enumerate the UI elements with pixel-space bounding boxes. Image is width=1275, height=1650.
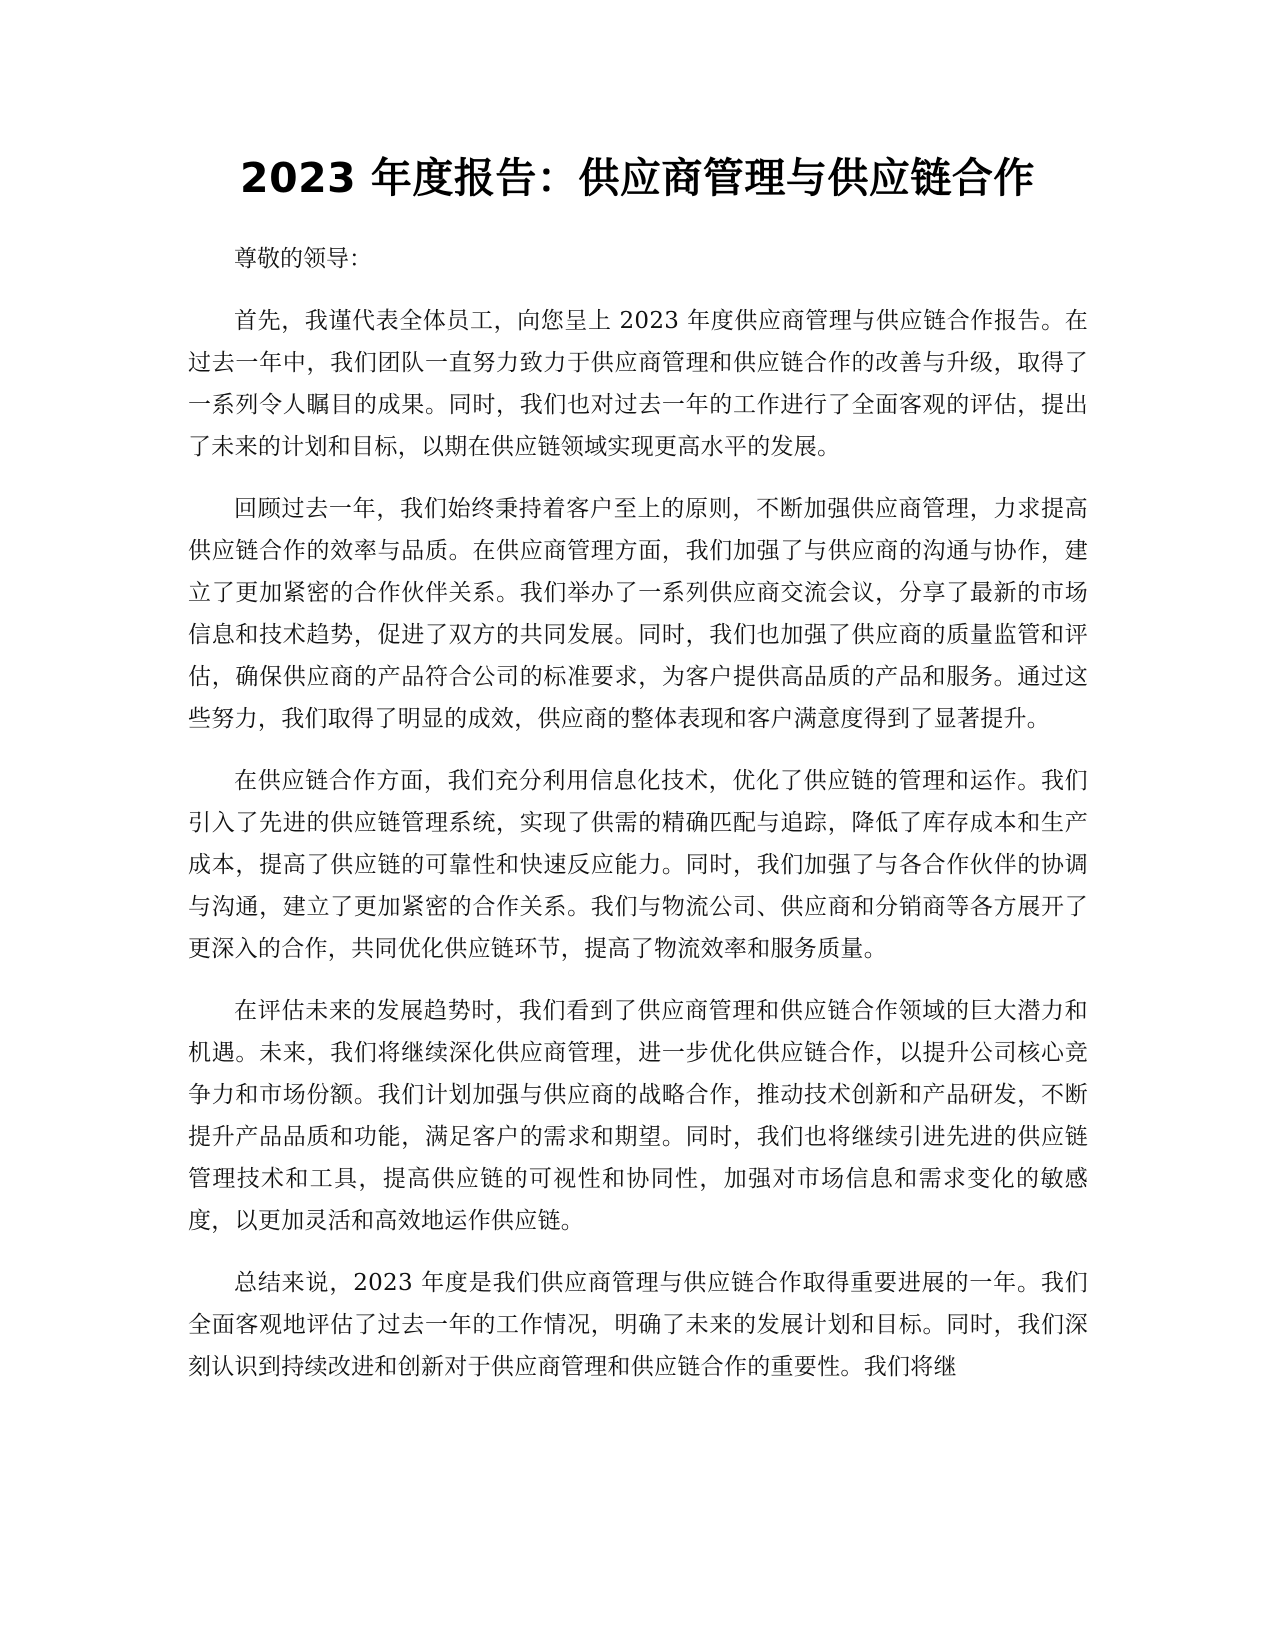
paragraph-intro: 首先，我谨代表全体员工，向您呈上 2023 年度供应商管理与供应链合作报告。在过去一年中，我们团队一直努力致力于供应商管理和供应链合作的改善与升级，取得了一系列令人瞩目的成果。同时，我们也对过去一年的工作进行了全面客观的评估，提出了未来的计划和目标，以期在供应链领域实现更高水平的发展。: [188, 308, 1088, 460]
document-title: 2023 年度报告：供应商管理与供应链合作: [240, 154, 1035, 202]
paragraph-review: 回顾过去一年，我们始终秉持着客户至上的原则，不断加强供应商管理，力求提高供应链合作的效率与品质。在供应商管理方面，我们加强了与供应商的沟通与协作，建立了更加紧密的合作伙伴关系。我们举办了一系列供应商交流会议，分享了最新的市场信息和技术趋势，促进了双方的共同发展。同时，我们也加强了供应商的质量监管和评估，确保供应商的产品符合公司的标准要求，为客户提供高品质的产品和服务。通过这些努力，我们取得了明显的成效，供应商的整体表现和客户满意度得到了显著提升。: [188, 496, 1088, 732]
paragraph-summary: 总结来说，2023 年度是我们供应商管理与供应链合作取得重要进展的一年。我们全面客观地评估了过去一年的工作情况，明确了未来的发展计划和目标。同时，我们深刻认识到持续改进和创新对于供应商管理和供应链合作的重要性。我们将继: [188, 1270, 1088, 1380]
document-body: [188, 238, 1088, 1408]
paragraph-future: 在评估未来的发展趋势时，我们看到了供应商管理和供应链合作领域的巨大潜力和机遇。未来，我们将继续深化供应商管理，进一步优化供应链合作，以提升公司核心竞争力和市场份额。我们计划加强与供应商的战略合作，推动技术创新和产品研发，不断提升产品品质和功能，满足客户的需求和期望。同时，我们也将继续引进先进的供应链管理技术和工具，提高供应链的可视性和协同性，加强对市场信息和需求变化的敏感度，以更加灵活和高效地运作供应链。: [188, 998, 1088, 1234]
paragraph-supply-chain: 在供应链合作方面，我们充分利用信息化技术，优化了供应链的管理和运作。我们引入了先进的供应链管理系统，实现了供需的精确匹配与追踪，降低了库存成本和生产成本，提高了供应链的可靠性和快速反应能力。同时，我们加强了与各合作伙伴的协调与沟通，建立了更加紧密的合作关系。我们与物流公司、供应商和分销商等各方展开了更深入的合作，共同优化供应链环节，提高了物流效率和服务质量。: [188, 768, 1088, 962]
salutation: 尊敬的领导：: [234, 246, 372, 272]
